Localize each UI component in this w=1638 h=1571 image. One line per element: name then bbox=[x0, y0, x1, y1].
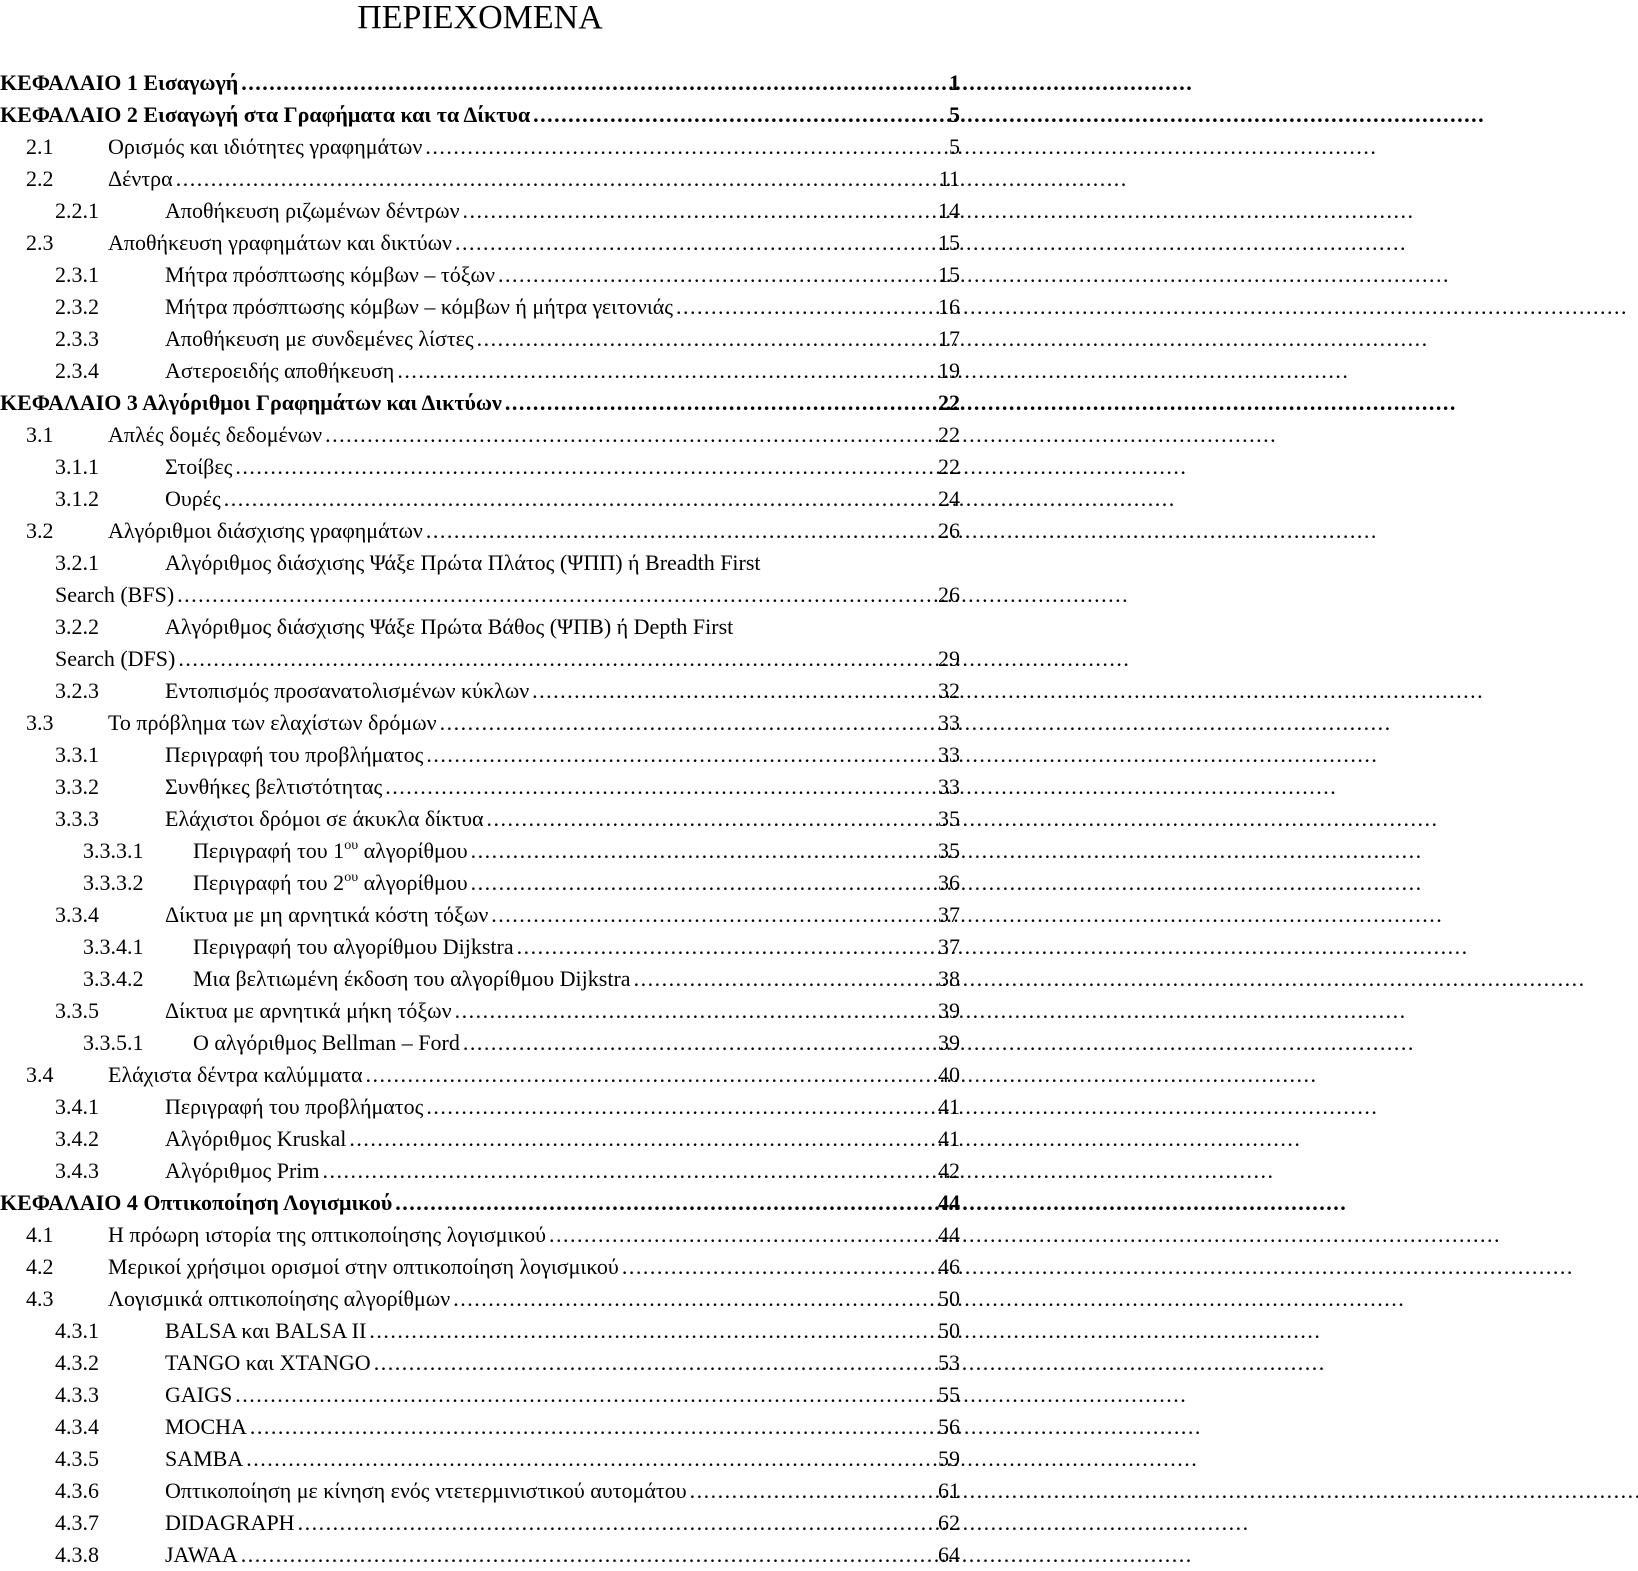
toc-entry-number: 3.3.3.1 bbox=[83, 838, 144, 863]
dot-leader bbox=[178, 643, 935, 675]
toc-entry-number: 3.1.2 bbox=[55, 486, 99, 511]
toc-entry-page: 41 bbox=[938, 1094, 960, 1119]
toc-entry-label: Μερικοί χρήσιμοι ορισμοί στην οπτικοποίηση λογισμικού bbox=[108, 1254, 619, 1279]
toc-entry-number: 4.3.1 bbox=[55, 1318, 99, 1343]
toc-entry-page: 14 bbox=[938, 198, 960, 223]
toc-entry-number: 4.3.3 bbox=[55, 1382, 99, 1407]
toc-entry-label-tail: αλγορίθμου bbox=[358, 870, 468, 895]
dot-leader bbox=[235, 451, 935, 483]
toc-entry-page: 22 bbox=[938, 422, 960, 447]
toc-entry[interactable] bbox=[0, 227, 960, 259]
toc-entry-row bbox=[0, 1507, 960, 1539]
toc-entry-page: 41 bbox=[938, 1126, 960, 1151]
toc-entry[interactable] bbox=[0, 1219, 960, 1251]
toc-entry[interactable] bbox=[0, 67, 960, 99]
toc-entry-page: 16 bbox=[938, 294, 960, 319]
dot-leader bbox=[517, 931, 935, 963]
toc-entry-number: 3.3.3.2 bbox=[83, 870, 144, 895]
toc-entry-label: Αποθήκευση γραφημάτων και δικτύων bbox=[108, 230, 453, 255]
toc-entry-number: 2.2 bbox=[26, 166, 54, 191]
toc-entry-page: 50 bbox=[938, 1318, 960, 1343]
toc-entry-page: 5 bbox=[949, 134, 960, 159]
toc-entry[interactable] bbox=[0, 1283, 960, 1315]
toc-entry-page: 40 bbox=[938, 1062, 960, 1087]
toc-entry[interactable] bbox=[0, 995, 960, 1027]
toc-entry-row bbox=[0, 963, 960, 995]
toc-entry-number: 3.3.2 bbox=[55, 774, 99, 799]
dot-leader bbox=[440, 707, 935, 739]
toc-entry-label: Το πρόβλημα των ελαχίστων δρόμων bbox=[108, 710, 437, 735]
toc-entry-number: 3.3 bbox=[26, 710, 54, 735]
dot-leader bbox=[426, 739, 935, 771]
page-title: ΠΕΡΙΕΧΟΜΕΝΑ bbox=[357, 0, 603, 36]
toc-entry-row bbox=[0, 355, 960, 387]
toc-entry-page: 26 bbox=[938, 518, 960, 543]
toc-entry[interactable] bbox=[0, 1443, 960, 1475]
toc-entry[interactable] bbox=[0, 1187, 960, 1219]
toc-entry[interactable] bbox=[0, 291, 960, 323]
dot-leader bbox=[676, 291, 935, 323]
toc-entry-number: 2.2.1 bbox=[55, 198, 99, 223]
toc-entry-row bbox=[0, 579, 960, 611]
toc-entry-row bbox=[0, 1411, 960, 1443]
toc-entry-page: 15 bbox=[938, 230, 960, 255]
toc-entry-page: 1 bbox=[949, 70, 960, 95]
dot-leader bbox=[369, 1315, 935, 1347]
toc-entry-row bbox=[0, 1219, 960, 1251]
toc-entry-number: 3.4 bbox=[26, 1062, 54, 1087]
toc-entry[interactable] bbox=[0, 1059, 960, 1091]
toc-entry-page: 11 bbox=[938, 166, 960, 191]
toc-entry-number: 4.3.4 bbox=[55, 1414, 99, 1439]
toc-entry-row bbox=[0, 1059, 960, 1091]
toc-entry-page: 37 bbox=[938, 934, 960, 959]
dot-leader bbox=[374, 1347, 935, 1379]
toc-entry-row bbox=[0, 483, 960, 515]
toc-entry-number: 3.4.1 bbox=[55, 1094, 99, 1119]
toc-entry-number: 4.2 bbox=[26, 1254, 54, 1279]
toc-entry-page: 33 bbox=[938, 774, 960, 799]
dot-leader bbox=[235, 1379, 935, 1411]
toc-entry-number: 3.2.3 bbox=[55, 678, 99, 703]
dot-leader bbox=[176, 163, 936, 195]
toc-entry-page: 5 bbox=[949, 102, 960, 127]
toc-entry-page: 53 bbox=[938, 1350, 960, 1375]
dot-leader bbox=[471, 867, 935, 899]
dot-leader bbox=[533, 99, 946, 131]
toc-entry-number: 3.3.5.1 bbox=[83, 1030, 144, 1055]
toc-entry[interactable] bbox=[0, 611, 960, 675]
toc-entry[interactable] bbox=[0, 771, 960, 803]
toc-entry-page: 39 bbox=[938, 998, 960, 1023]
toc-entry-label: Μήτρα πρόσπτωσης κόμβων – τόξων bbox=[165, 262, 495, 287]
toc-entry-row bbox=[0, 1027, 960, 1059]
toc-entry-page: 59 bbox=[938, 1446, 960, 1471]
toc-entry[interactable] bbox=[0, 931, 960, 963]
toc-entry-page: 36 bbox=[938, 870, 960, 895]
toc-entry-row bbox=[0, 259, 960, 291]
toc-entry-number: 3.4.3 bbox=[55, 1158, 99, 1183]
toc-entry-page: 42 bbox=[938, 1158, 960, 1183]
toc-entry[interactable] bbox=[0, 675, 960, 707]
toc-entry-number: 4.3.7 bbox=[55, 1510, 99, 1535]
toc-entry-row bbox=[0, 547, 960, 579]
toc-entry[interactable] bbox=[0, 1379, 960, 1411]
toc-entry-number: 2.3 bbox=[26, 230, 54, 255]
toc-entry-row bbox=[0, 739, 960, 771]
toc-entry-label: Περιγραφή του 1 bbox=[193, 838, 345, 863]
toc-entry-row bbox=[0, 675, 960, 707]
toc-entry-label: Περιγραφή του προβλήματος bbox=[165, 742, 424, 767]
toc-entry-row bbox=[0, 1155, 960, 1187]
toc-entry-label: Αλγόριθμος διάσχισης Ψάξε Πρώτα Πλάτος (ΨΠΠ) ή Breadth First bbox=[165, 550, 761, 575]
toc-entry-label: Ορισμός και ιδιότητες γραφημάτων bbox=[108, 134, 423, 159]
toc-entry-label: ΚΕΦΑΛΑΙΟ 4 Οπτικοποίηση Λογισμικού bbox=[0, 1190, 393, 1215]
toc-entry-label: Οπτικοποίηση με κίνηση ενός ντετερμινιστικού αυτομάτου bbox=[165, 1478, 687, 1503]
toc-entry-page: 35 bbox=[938, 806, 960, 831]
toc-entry-page: 22 bbox=[938, 390, 960, 415]
dot-leader bbox=[385, 771, 935, 803]
toc-entry[interactable] bbox=[0, 323, 960, 355]
toc-entry-row bbox=[0, 643, 960, 675]
toc-entry-row bbox=[0, 611, 960, 643]
toc-entry[interactable] bbox=[0, 1411, 960, 1443]
toc-entry-row bbox=[0, 387, 960, 419]
toc-entry-page: 56 bbox=[938, 1414, 960, 1439]
toc-entry-row bbox=[0, 323, 960, 355]
toc-entry-row bbox=[0, 99, 960, 131]
toc-entry-label: Ουρές bbox=[165, 486, 221, 511]
toc-entry-page: 33 bbox=[938, 710, 960, 735]
dot-leader bbox=[505, 387, 935, 419]
toc-entry-number: 4.3.6 bbox=[55, 1478, 99, 1503]
toc-entry-superscript: ου bbox=[344, 870, 359, 885]
toc-entry-label: ΚΕΦΑΛΑΙΟ 3 Αλγόριθμοι Γραφημάτων και Δικτύων bbox=[0, 390, 502, 415]
toc-entry[interactable] bbox=[0, 707, 960, 739]
dot-leader bbox=[241, 1539, 935, 1571]
toc-entry-number: 4.3 bbox=[26, 1286, 54, 1311]
toc-entry-row bbox=[0, 707, 960, 739]
toc-entry-label: Δέντρα bbox=[108, 166, 173, 191]
toc-entry-page: 38 bbox=[938, 966, 960, 991]
dot-leader bbox=[177, 579, 935, 611]
toc-entry-number: 3.3.1 bbox=[55, 742, 99, 767]
toc-entry[interactable] bbox=[0, 515, 960, 547]
toc-entry-page: 37 bbox=[938, 902, 960, 927]
toc-entry-number: 2.3.1 bbox=[55, 262, 99, 287]
toc-entry-number: 4.3.2 bbox=[55, 1350, 99, 1375]
toc-entry-number: 2.1 bbox=[26, 134, 54, 159]
toc-entry-row bbox=[0, 1347, 960, 1379]
dot-leader bbox=[241, 67, 946, 99]
toc-entry-number: 3.3.3 bbox=[55, 806, 99, 831]
toc-entry-label: SAMBA bbox=[165, 1446, 244, 1471]
toc-entry-row bbox=[0, 771, 960, 803]
toc-entry-label: Αλγόριθμος Kruskal bbox=[165, 1126, 347, 1151]
toc-entry[interactable] bbox=[0, 1027, 960, 1059]
toc-entry-row bbox=[0, 1379, 960, 1411]
dot-leader bbox=[532, 675, 935, 707]
toc-entry-row bbox=[0, 803, 960, 835]
toc-entry-label: ΚΕΦΑΛΑΙΟ 1 Εισαγωγή bbox=[0, 70, 239, 95]
toc-entry[interactable] bbox=[0, 355, 960, 387]
dot-leader bbox=[487, 803, 935, 835]
dot-leader bbox=[471, 835, 935, 867]
toc-entry[interactable] bbox=[0, 1315, 960, 1347]
toc-entry-number: 3.1 bbox=[26, 422, 54, 447]
toc-entry-page: 26 bbox=[938, 582, 960, 607]
toc-entry-label: GAIGS bbox=[165, 1382, 233, 1407]
table-of-contents bbox=[0, 67, 960, 1571]
toc-entry-page: 17 bbox=[938, 326, 960, 351]
toc-entry-row bbox=[0, 899, 960, 931]
toc-entry[interactable] bbox=[0, 1475, 960, 1507]
toc-entry-label: DIDAGRAPH bbox=[165, 1510, 295, 1535]
dot-leader bbox=[622, 1251, 935, 1283]
dot-leader bbox=[463, 1027, 935, 1059]
dot-leader bbox=[246, 1443, 935, 1475]
toc-entry-label: MOCHA bbox=[165, 1414, 247, 1439]
toc-entry[interactable] bbox=[0, 867, 960, 899]
toc-entry[interactable] bbox=[0, 99, 960, 131]
toc-entry-label: JAWAA bbox=[165, 1542, 238, 1567]
dot-leader bbox=[397, 355, 935, 387]
toc-entry-number: 3.3.5 bbox=[55, 998, 99, 1023]
toc-entry-page: 64 bbox=[938, 1542, 960, 1567]
toc-entry-label: Περιγραφή του αλγορίθμου Dijkstra bbox=[193, 934, 514, 959]
toc-entry-row bbox=[0, 291, 960, 323]
toc-entry-row bbox=[0, 995, 960, 1027]
dot-leader bbox=[453, 1283, 935, 1315]
toc-entry-label: TANGO και XTANGO bbox=[165, 1350, 371, 1375]
toc-entry-row bbox=[0, 67, 960, 99]
toc-entry-label: Αποθήκευση με συνδεμένες λίστες bbox=[165, 326, 474, 351]
toc-entry-row bbox=[0, 227, 960, 259]
dot-leader bbox=[491, 899, 935, 931]
toc-entry[interactable] bbox=[0, 1251, 960, 1283]
dot-leader bbox=[250, 1411, 935, 1443]
toc-entry-row bbox=[0, 515, 960, 547]
toc-entry[interactable] bbox=[0, 803, 960, 835]
dot-leader bbox=[366, 1059, 935, 1091]
toc-entry[interactable] bbox=[0, 963, 960, 995]
toc-entry-label: Αλγόριθμος διάσχισης Ψάξε Πρώτα Βάθος (ΨΠΒ) ή Depth First bbox=[165, 614, 734, 639]
toc-entry[interactable] bbox=[0, 483, 960, 515]
dot-leader bbox=[498, 259, 935, 291]
toc-entry-label: Στοίβες bbox=[165, 454, 233, 479]
toc-entry-label: Αλγόριθμος Prim bbox=[165, 1158, 320, 1183]
toc-entry-number: 3.1.1 bbox=[55, 454, 99, 479]
dot-leader bbox=[349, 1123, 935, 1155]
toc-entry[interactable] bbox=[0, 739, 960, 771]
toc-entry-label: Περιγραφή του προβλήματος bbox=[165, 1094, 424, 1119]
toc-entry-row bbox=[0, 1315, 960, 1347]
toc-entry[interactable] bbox=[0, 131, 960, 163]
toc-entry-page: 46 bbox=[938, 1254, 960, 1279]
toc-entry[interactable] bbox=[0, 1123, 960, 1155]
toc-entry-row bbox=[0, 195, 960, 227]
toc-entry-row bbox=[0, 163, 960, 195]
toc-entry[interactable] bbox=[0, 419, 960, 451]
toc-entry-row bbox=[0, 419, 960, 451]
toc-entry-page: 15 bbox=[938, 262, 960, 287]
toc-entry[interactable] bbox=[0, 1507, 960, 1539]
toc-entry-page: 39 bbox=[938, 1030, 960, 1055]
toc-entry-number: 3.2.2 bbox=[55, 614, 99, 639]
dot-leader bbox=[477, 323, 935, 355]
dot-leader bbox=[325, 419, 935, 451]
toc-entry-number: 3.3.4.1 bbox=[83, 934, 144, 959]
toc-entry-row bbox=[0, 931, 960, 963]
toc-entry[interactable] bbox=[0, 1155, 960, 1187]
toc-entry-label: Συνθήκες βελτιστότητας bbox=[165, 774, 383, 799]
toc-entry-row bbox=[0, 1187, 960, 1219]
dot-leader bbox=[298, 1507, 935, 1539]
toc-entry-label: Δίκτυα με μη αρνητικά κόστη τόξων bbox=[165, 902, 489, 927]
toc-entry-label: Απλές δομές δεδομένων bbox=[108, 422, 323, 447]
toc-entry-page: 19 bbox=[938, 358, 960, 383]
dot-leader bbox=[455, 227, 935, 259]
toc-entry-page: 44 bbox=[938, 1222, 960, 1247]
toc-entry-number: 2.3.4 bbox=[55, 358, 99, 383]
toc-entry-label-continued: Search (DFS) bbox=[55, 646, 176, 671]
toc-entry-page: 44 bbox=[938, 1190, 960, 1215]
dot-leader bbox=[426, 515, 935, 547]
toc-entry-page: 61 bbox=[938, 1478, 960, 1503]
toc-entry-number: 3.3.4 bbox=[55, 902, 99, 927]
toc-entry[interactable] bbox=[0, 259, 960, 291]
dot-leader bbox=[455, 995, 935, 1027]
toc-entry[interactable] bbox=[0, 547, 960, 611]
toc-entry-page: 33 bbox=[938, 742, 960, 767]
toc-entry-number: 4.3.8 bbox=[55, 1542, 99, 1567]
toc-entry-row bbox=[0, 1283, 960, 1315]
toc-entry-label-tail: αλγορίθμου bbox=[358, 838, 468, 863]
toc-entry-number: 3.2.1 bbox=[55, 550, 99, 575]
toc-entry-row bbox=[0, 1539, 960, 1571]
toc-entry[interactable] bbox=[0, 451, 960, 483]
toc-entry-label: Λογισμικά οπτικοποίησης αλγορίθμων bbox=[108, 1286, 451, 1311]
toc-entry-number: 3.2 bbox=[26, 518, 54, 543]
dot-leader bbox=[425, 131, 946, 163]
toc-entry[interactable] bbox=[0, 1091, 960, 1123]
toc-entry-number: 3.3.4.2 bbox=[83, 966, 144, 991]
toc-entry-page: 55 bbox=[938, 1382, 960, 1407]
toc-entry-page: 32 bbox=[938, 678, 960, 703]
toc-entry-label: BALSA και BALSA II bbox=[165, 1318, 367, 1343]
toc-entry-number: 4.3.5 bbox=[55, 1446, 99, 1471]
toc-entry-page: 35 bbox=[938, 838, 960, 863]
toc-entry-label: Αλγόριθμοι διάσχισης γραφημάτων bbox=[108, 518, 423, 543]
toc-entry-page: 50 bbox=[938, 1286, 960, 1311]
toc-entry[interactable] bbox=[0, 1347, 960, 1379]
toc-entry-row bbox=[0, 1475, 960, 1507]
toc-entry-label: Δίκτυα με αρνητικά μήκη τόξων bbox=[165, 998, 452, 1023]
dot-leader bbox=[690, 1475, 935, 1507]
dot-leader bbox=[426, 1091, 935, 1123]
toc-entry-label: Ο αλγόριθμος Bellman – Ford bbox=[193, 1030, 460, 1055]
toc-entry-row bbox=[0, 1091, 960, 1123]
toc-entry-number: 3.4.2 bbox=[55, 1126, 99, 1151]
dot-leader bbox=[395, 1187, 935, 1219]
toc-entry-row bbox=[0, 867, 960, 899]
toc-entry-row bbox=[0, 451, 960, 483]
dot-leader bbox=[549, 1219, 935, 1251]
toc-entry[interactable] bbox=[0, 195, 960, 227]
toc-entry-row bbox=[0, 1123, 960, 1155]
toc-entry-row bbox=[0, 1443, 960, 1475]
toc-entry-page: 24 bbox=[938, 486, 960, 511]
toc-entry-row bbox=[0, 835, 960, 867]
dot-leader bbox=[323, 1155, 935, 1187]
toc-entry-label: Εντοπισμός προσανατολισμένων κύκλων bbox=[165, 678, 530, 703]
toc-entry-number: 4.1 bbox=[26, 1222, 54, 1247]
dot-leader bbox=[224, 483, 935, 515]
toc-entry-label: Μια βελτιωμένη έκδοση του αλγορίθμου Dijkstra bbox=[193, 966, 631, 991]
toc-entry-label: Ελάχιστα δέντρα καλύμματα bbox=[108, 1062, 363, 1087]
toc-entry-label: Περιγραφή του 2 bbox=[193, 870, 345, 895]
toc-entry-label: Ελάχιστοι δρόμοι σε άκυκλα δίκτυα bbox=[165, 806, 484, 831]
toc-entry[interactable] bbox=[0, 1539, 960, 1571]
toc-entry[interactable] bbox=[0, 387, 960, 419]
toc-entry-label: Αποθήκευση ριζωμένων δέντρων bbox=[165, 198, 460, 223]
toc-entry-number: 2.3.3 bbox=[55, 326, 99, 351]
toc-entry[interactable] bbox=[0, 835, 960, 867]
toc-entry-number: 2.3.2 bbox=[55, 294, 99, 319]
toc-entry-label: Μήτρα πρόσπτωσης κόμβων – κόμβων ή μήτρα γειτονιάς bbox=[165, 294, 673, 319]
toc-entry-superscript: ου bbox=[344, 838, 359, 853]
toc-entry-page: 62 bbox=[938, 1510, 960, 1535]
toc-entry-row bbox=[0, 1251, 960, 1283]
dot-leader bbox=[463, 195, 935, 227]
toc-entry-label: Η πρόωρη ιστορία της οπτικοποίησης λογισμικού bbox=[108, 1222, 546, 1247]
toc-entry-label: Αστεροειδής αποθήκευση bbox=[165, 358, 395, 383]
toc-entry[interactable] bbox=[0, 163, 960, 195]
toc-entry-label: ΚΕΦΑΛΑΙΟ 2 Εισαγωγή στα Γραφήματα και τα Δίκτυα bbox=[0, 102, 531, 127]
toc-entry-label-continued: Search (BFS) bbox=[55, 582, 175, 607]
toc-entry[interactable] bbox=[0, 899, 960, 931]
dot-leader bbox=[634, 963, 935, 995]
toc-entry-row bbox=[0, 131, 960, 163]
toc-entry-page: 29 bbox=[938, 646, 960, 671]
toc-entry-page: 22 bbox=[938, 454, 960, 479]
